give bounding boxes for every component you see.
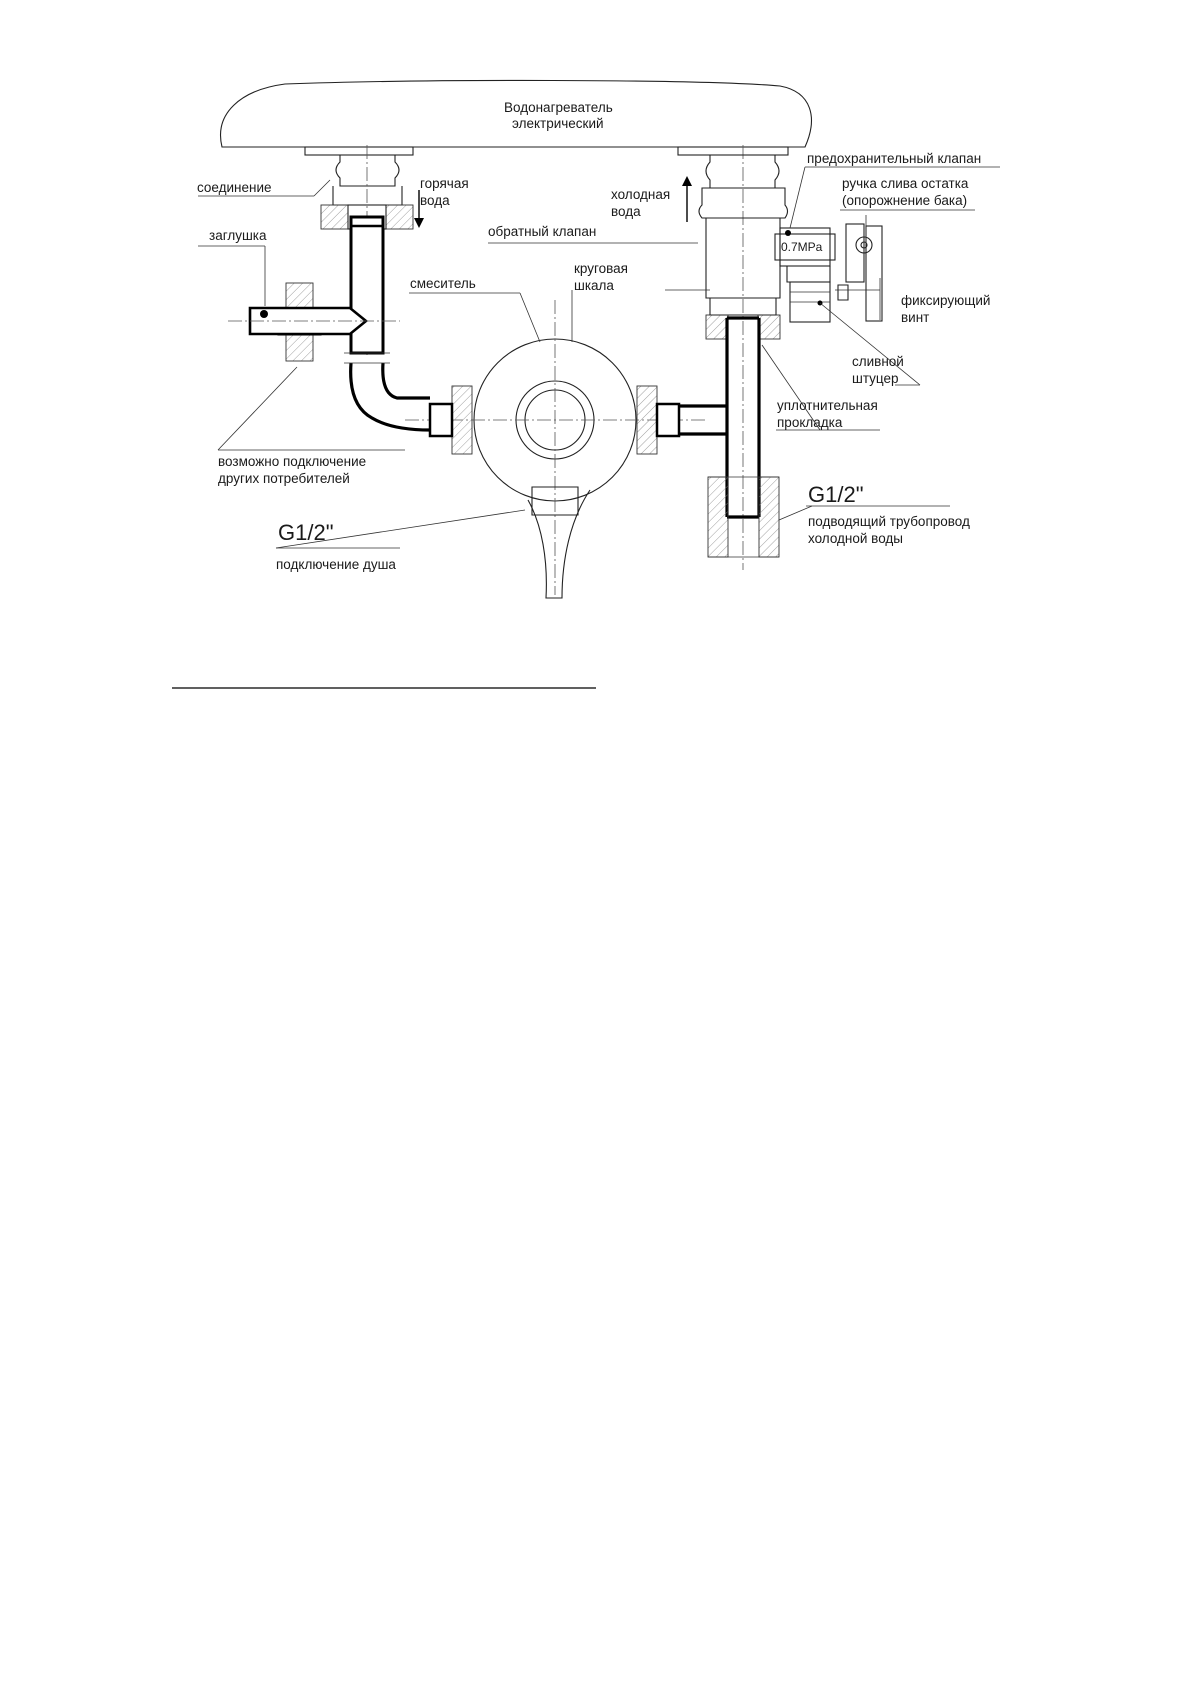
label-drain-handle-2: (опорожнение бака)	[842, 193, 968, 208]
label-locking-screw-1: фиксирующий	[901, 293, 991, 308]
label-cold-water-2: вода	[611, 204, 641, 219]
heater-subtitle: электрический	[512, 116, 604, 131]
label-mixer: смеситель	[410, 276, 476, 291]
label-cold-supply-2: холодной воды	[808, 531, 903, 546]
label-check-valve: обратный клапан	[488, 224, 597, 239]
label-drain-handle-1: ручка слива остатка	[842, 176, 969, 191]
label-locking-screw-2: винт	[901, 310, 930, 325]
label-safety-valve: предохранительный клапан	[807, 151, 982, 166]
label-connection: соединение	[197, 180, 272, 195]
cold-water-pipe	[706, 145, 780, 570]
label-plug: заглушка	[209, 228, 267, 243]
label-other-consumers-2: других потребителей	[218, 471, 350, 486]
label-shower-connection: подключение душа	[276, 557, 396, 572]
label-drain-fitting-2: штуцер	[852, 371, 899, 386]
pressure-label: 0.7MPa	[781, 240, 823, 254]
label-dial-1: круговая	[574, 261, 628, 276]
label-gasket-1: уплотнительная	[777, 398, 878, 413]
label-gasket-2: прокладка	[777, 415, 843, 430]
label-hot-water-1: горячая	[420, 176, 469, 191]
water-heater-tank	[221, 80, 812, 155]
label-drain-fitting-1: сливной	[852, 354, 904, 369]
mixer	[405, 300, 727, 598]
label-dial-2: шкала	[574, 278, 614, 293]
label-cold-supply-1: подводящий трубопровод	[808, 514, 970, 529]
label-other-consumers-1: возможно подключение	[218, 454, 367, 469]
label-hot-water-2: вода	[420, 193, 450, 208]
label-thread-cold: G1/2"	[808, 482, 864, 507]
arrow-up-icon	[682, 176, 692, 222]
label-cold-water-1: холодная	[611, 187, 671, 202]
label-thread-shower: G1/2"	[278, 520, 334, 545]
heater-title: Водонагреватель	[504, 100, 613, 115]
